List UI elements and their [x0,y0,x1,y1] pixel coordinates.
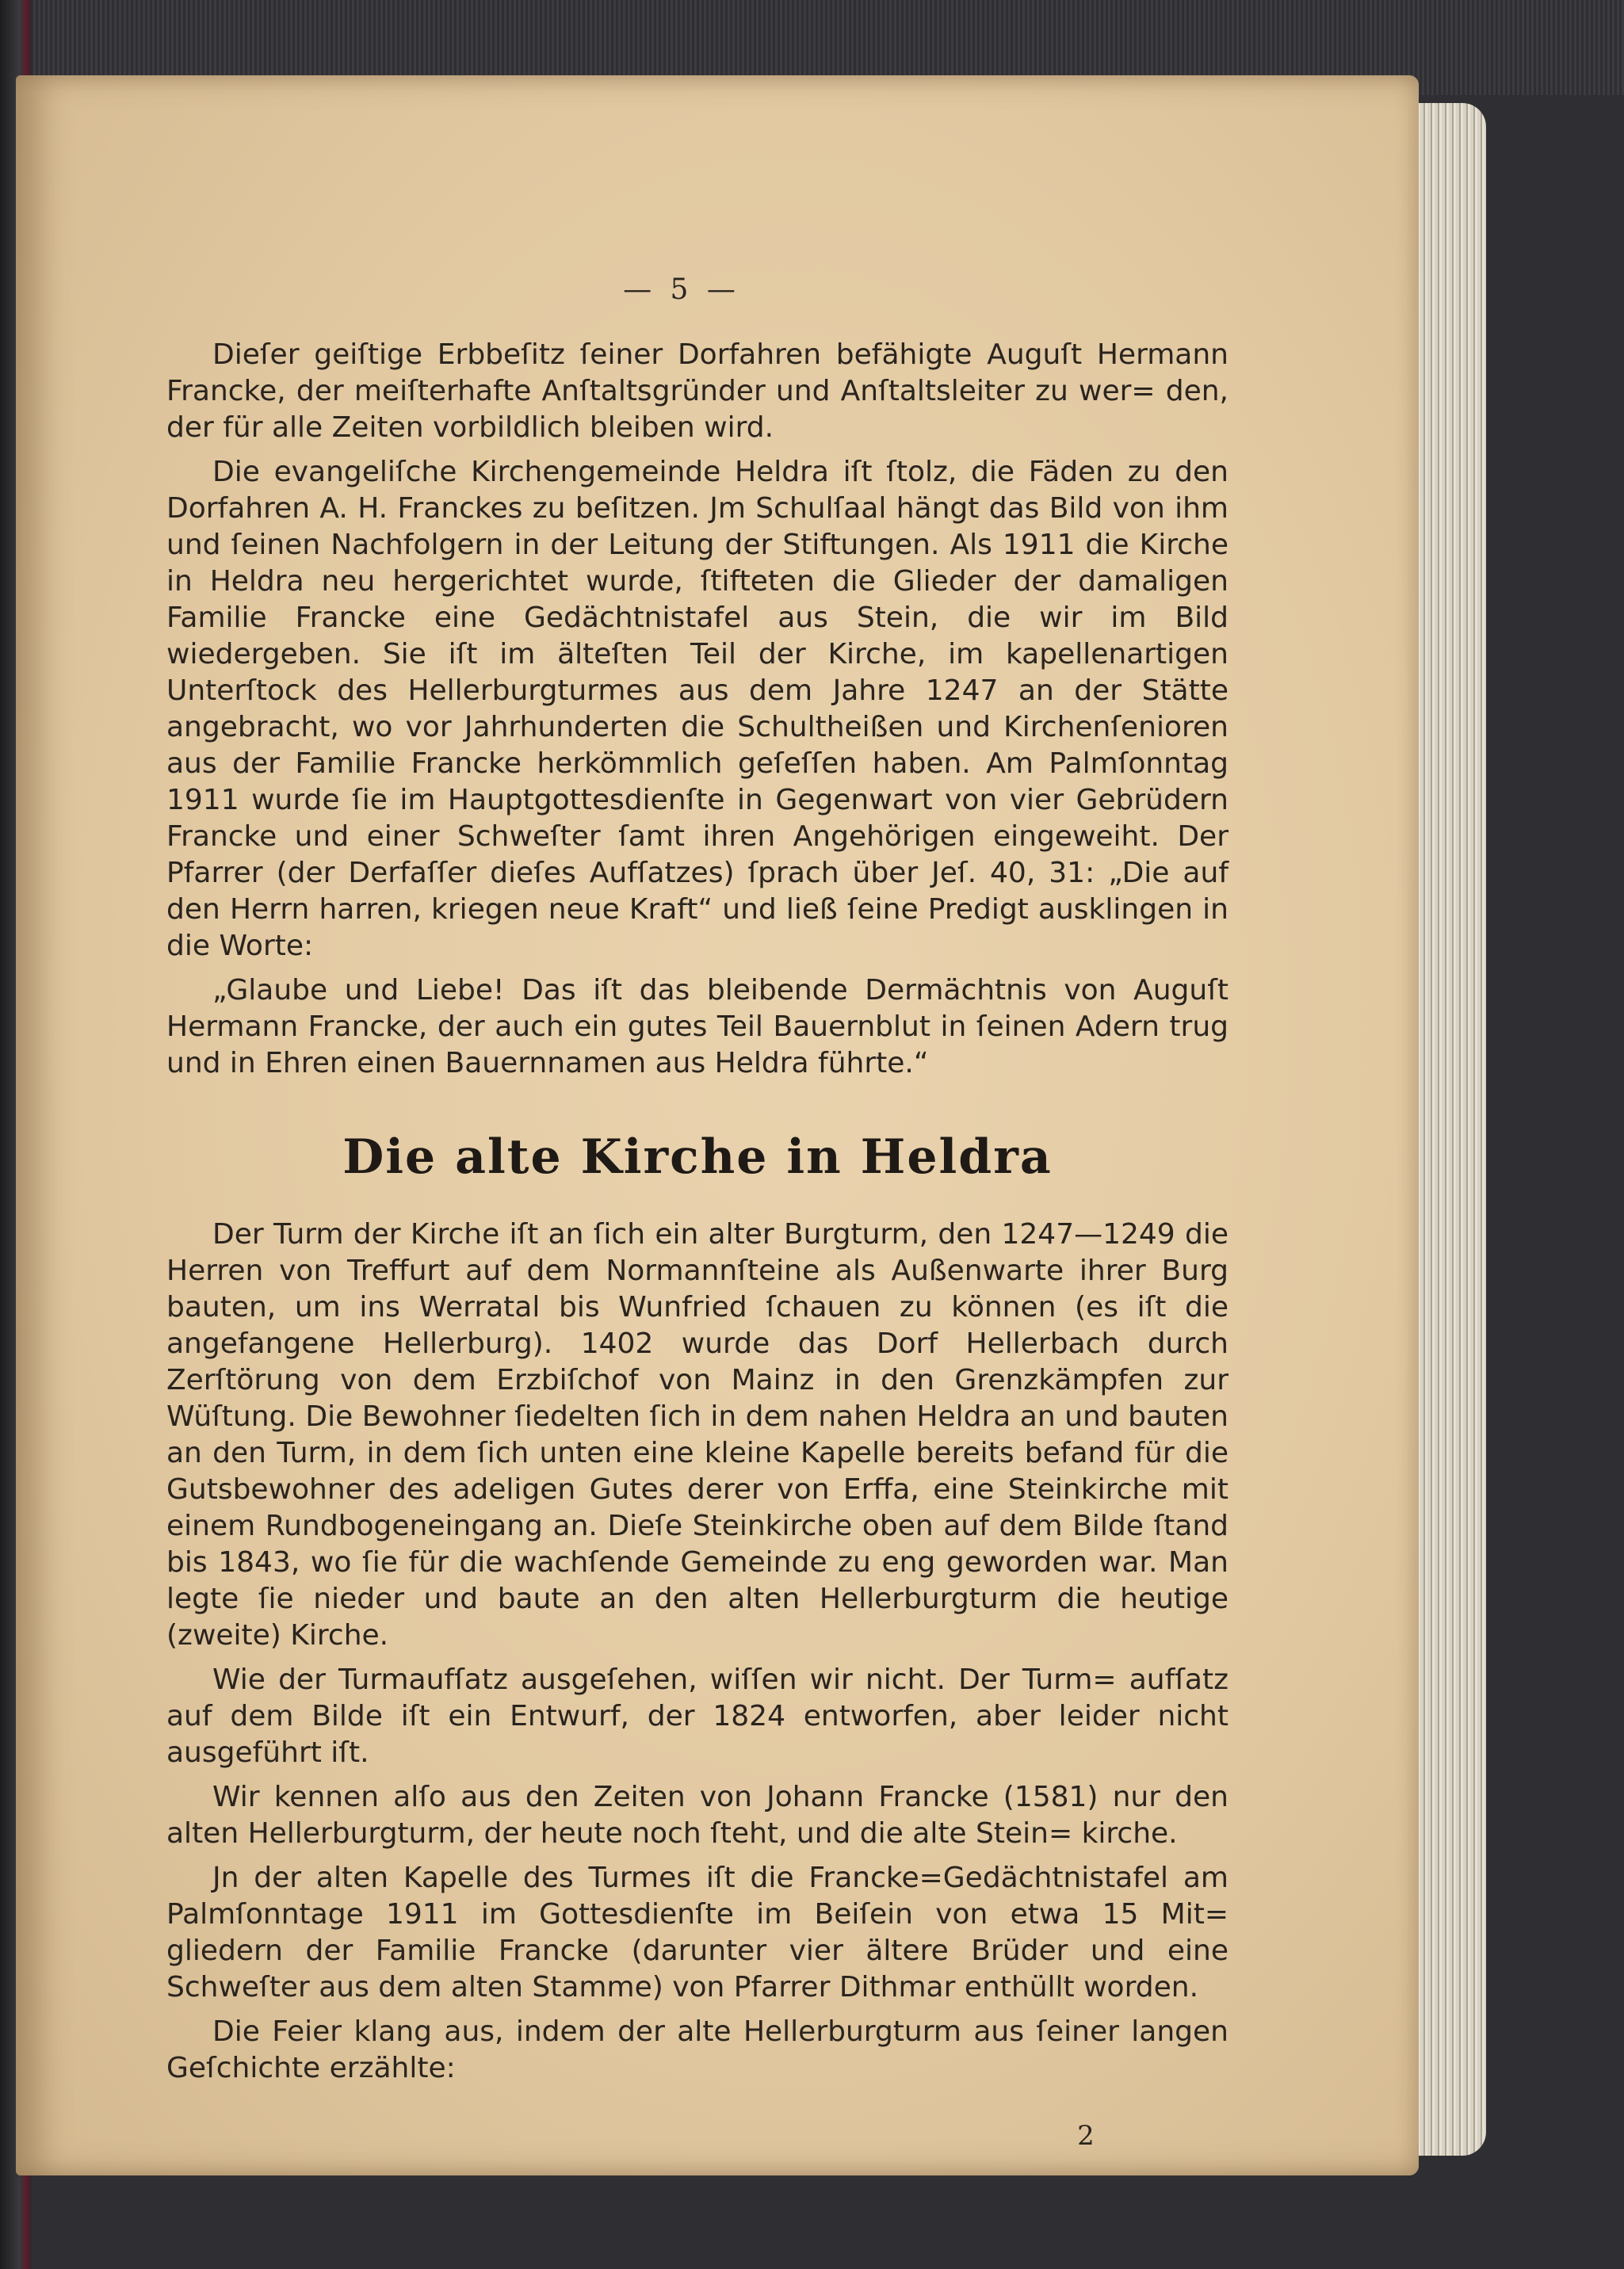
paragraph: Dieſer geiſtige Erbbeſitz ſeiner Dorfahren befähigte Auguſt Hermann Francke, der meiſterhafte Anſtaltsgründer und Anſtaltsleiter zu wer= den, der für alle Zeiten vorbildlich bleiben wird. [166,338,1229,444]
section-heading: Die alte Kirche in Heldra [342,1129,1053,1185]
signature-mark: 2 [1077,2120,1095,2152]
paragraph: Wie der Turmaufſatz ausgeſehen, wiſſen wir nicht. Der Turm= aufſatz auf dem Bilde iſt ein Entwurf, der 1824 entworfen, aber leider nicht ausgeführt iſt. [166,1664,1229,1769]
paragraph: „Glaube und Liebe! Das iſt das bleibende Dermächtnis von Auguſt Hermann Francke, der auch ein gutes Teil Bauernblut in ſeinen Adern trug und in Ehren einen Bauernnamen aus Heldra führte.“ [166,974,1229,1079]
paragraph: Jn der alten Kapelle des Turmes iſt die Francke=Gedächtnistafel am Palmſonntage 1911 im Gottesdienſte im Beiſein von etwa 15 Mit= gliedern der Familie Francke (darunter vier ältere Brüder und eine Schweſter aus dem alten Stamme) von Pfarrer Dithmar enthüllt worden. [166,1862,1229,2004]
section-2-text [166,1217,1229,2087]
page-number: — 5 — [623,273,740,306]
paragraph: Die Feier klang aus, indem der alte Hellerburgturm aus ſeiner langen Geſchichte erzählte: [166,2015,1229,2084]
section-1-text [166,337,1229,1082]
paragraph: Wir kennen alſo aus den Zeiten von Johann Francke (1581) nur den alten Hellerburgturm, der heute noch ſteht, und die alte Stein= kirche. [166,1781,1229,1850]
paragraph: Der Turm der Kirche iſt an ſich ein alter Burgturm, den 1247—1249 die Herren von Treffurt auf dem Normannſteine als Außenwarte ihrer Burg bauten, um ins Werratal bis Wunfried ſchauen zu können (es iſt die angefangene Hellerburg). 1402 wurde das Dorf Hellerbach durch Zerſtörung von dem Erzbiſchof von Mainz in den Grenzkämpfen zur Wüſtung. Die Bewohner ſiedelten ſich in dem nahen Heldra an und bauten an den Turm, in dem ſich unten eine kleine Kapelle bereits befand für die Gutsbewohner des adeligen Gutes derer von Erffa, eine Steinkirche mit einem Rundbogeneingang an. Dieſe Steinkirche oben auf dem Bilde ſtand bis 1843, wo ſie für die wachſende Gemeinde zu eng geworden war. Man legte ſie nieder und baute an den alten Hellerburgturm die heutige (zweite) Kirche. [166,1218,1229,1652]
book-page [16,75,1419,2175]
paragraph: Die evangeliſche Kirchengemeinde Heldra iſt ſtolz, die Fäden zu den Dorfahren A. H. Franckes zu beſitzen. Jm Schulſaal hängt das Bild von ihm und ſeinen Nachfolgern in der Leitung der Stiftungen. Als 1911 die Kirche in Heldra neu hergerichtet wurde, ſtifteten die Glieder der damaligen Familie Francke eine Gedächtnistafel aus Stein, die wir im Bild wiedergeben. Sie iſt im älteſten Teil der Kirche, im kapellenartigen Unterſtock des Hellerburgturmes aus dem Jahre 1247 an der Stätte angebracht, wo vor Jahrhunderten die Schultheißen und Kirchenſenioren aus der Familie Francke herkömmlich geſeſſen haben. Am Palmſonntag 1911 wurde ſie im Hauptgottesdienſte in Gegenwart von vier Gebrüdern Francke und einer Schweſter ſamt ihren Angehörigen eingeweiht. Der Pfarrer (der Derfaſſer dieſes Aufſatzes) ſprach über Jeſ. 40, 31: „Die auf den Herrn harren, kriegen neue Kraft“ und ließ ſeine Predigt ausklingen in die Worte: [166,456,1229,962]
